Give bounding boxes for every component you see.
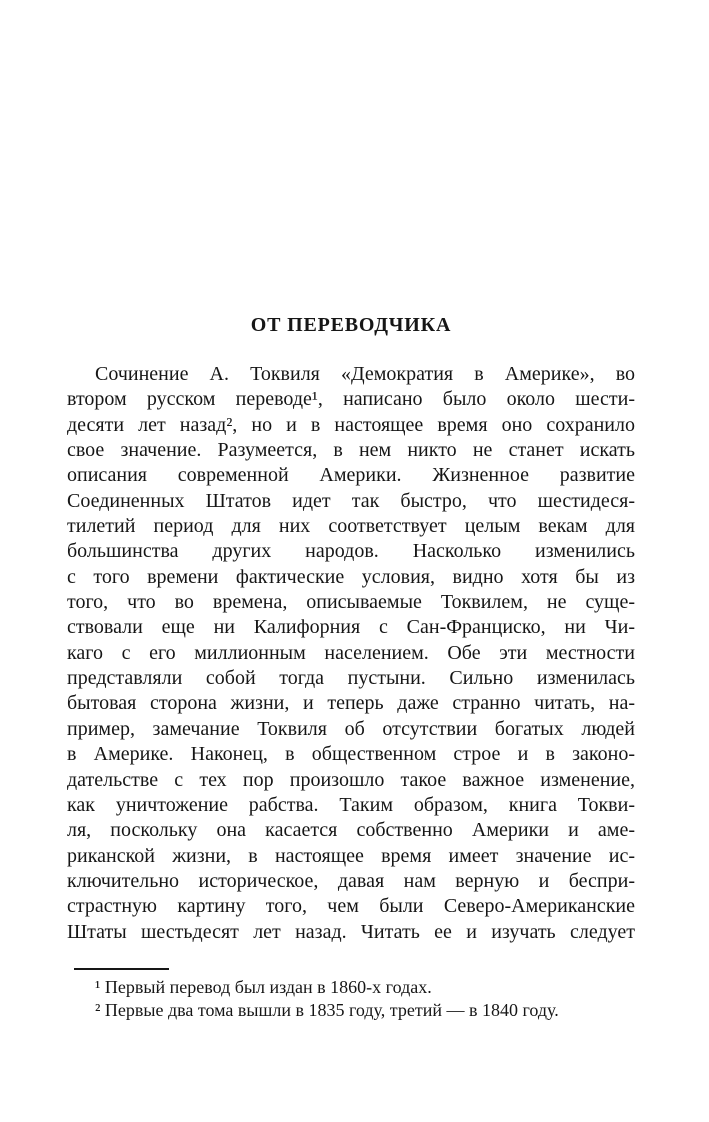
body-line: в Америке. Наконец, в общественном строе и в законо- xyxy=(67,743,635,766)
body-line: Соединенных Штатов идет так быстро, что шестидеся- xyxy=(67,489,635,512)
footnote-2: ² Первые два тома вышли в 1835 году, третий — в 1840 году. xyxy=(95,999,559,1020)
body-line: тилетий период для них соответствует целым векам для xyxy=(67,515,635,538)
body-line: бытовая сторона жизни, и теперь даже странно читать, на- xyxy=(67,692,635,715)
body-line: каго с его миллионным населением. Обе эти местности xyxy=(67,641,635,664)
body-line: описания современной Америки. Жизненное развитие xyxy=(67,464,635,487)
body-line: представляли собой тогда пустыни. Сильно изменилась xyxy=(67,667,635,690)
body-paragraph xyxy=(67,362,635,945)
body-line: Штаты шестьдесят лет назад. Читать ее и изучать следует xyxy=(67,920,635,943)
footnote-1: ¹ Первый перевод был издан в 1860-х годах. xyxy=(95,977,432,997)
body-line: ля, поскольку она касается собственно Америки и аме- xyxy=(67,819,635,842)
footnotes-block xyxy=(67,976,635,1021)
footnote-separator xyxy=(74,968,169,970)
body-line: Сочинение А. Токвиля «Демократия в Америке», во xyxy=(95,363,635,385)
body-line: ключительно историческое, давая нам верную и беспри- xyxy=(67,869,635,892)
body-line: дательстве с тех пор произошло такое важное изменение, xyxy=(67,768,635,791)
body-line: риканской жизни, в настоящее время имеет значение ис- xyxy=(67,844,635,867)
body-line: втором русском переводе¹, написано было около шести- xyxy=(67,388,635,411)
body-line: большинства других народов. Насколько изменились xyxy=(67,540,635,563)
body-line: ствовали еще ни Калифорния с Сан-Франциско, ни Чи- xyxy=(67,616,635,639)
body-line: пример, замечание Токвиля об отсутствии богатых людей xyxy=(67,717,635,740)
body-line: страстную картину того, чем были Северо-Американские xyxy=(67,895,635,918)
body-line: того, что во времена, описываемые Токвилем, не суще- xyxy=(67,591,635,614)
chapter-title: ОТ ПЕРЕВОДЧИКА xyxy=(250,314,452,336)
body-line: с того времени фактические условия, видно хотя бы из xyxy=(67,565,635,588)
body-line: свое значение. Разумеется, в нем никто не станет искать xyxy=(67,439,635,462)
body-line: как уничтожение рабства. Таким образом, книга Токви- xyxy=(67,793,635,816)
body-line: десяти лет назад², но и в настоящее время оно сохранило xyxy=(67,413,635,436)
